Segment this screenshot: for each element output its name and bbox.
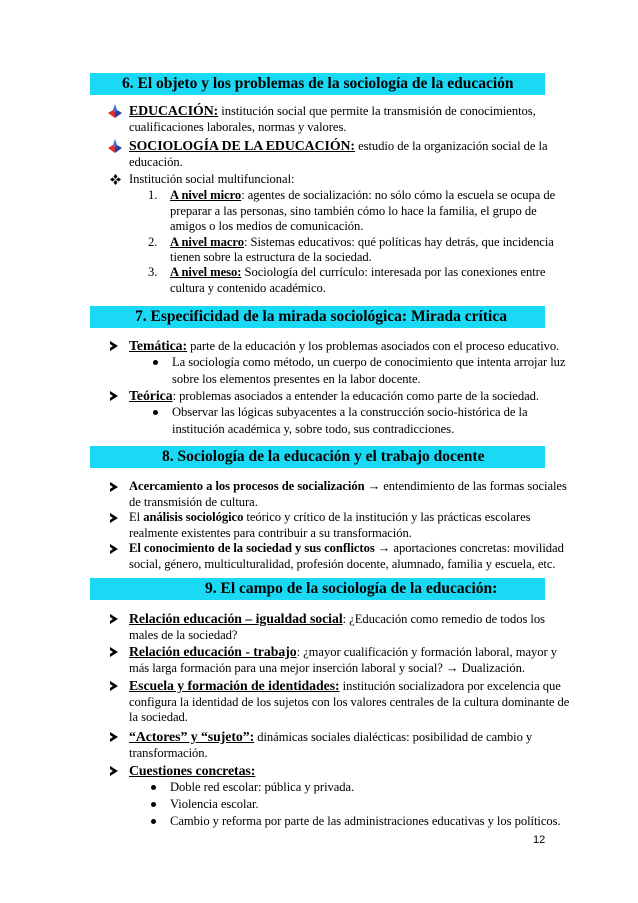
list-text-cont: preparar a las personas, sino también cómo lo hace la familia, el grupo de xyxy=(170,204,537,218)
entry-text-cont: configura la identidad de los sujetos con los valores centrales de la cultura dominante de xyxy=(129,695,570,709)
entry-educacion xyxy=(129,103,536,119)
entry-teorica xyxy=(129,388,539,404)
entry-text: institución socializadora por excelencia que xyxy=(339,679,561,693)
entry-text: : problemas asociados a entender la educación como parte de la sociedad. xyxy=(172,389,539,403)
entry-cuestiones xyxy=(129,763,255,778)
list-text-cont: amigos o los medios de comunicación. xyxy=(170,219,364,233)
entry-escuela-identidades xyxy=(129,678,561,694)
arrow-bullet-icon xyxy=(110,341,118,351)
entry-conocimiento xyxy=(129,541,564,556)
entry-relacion-trabajo xyxy=(129,644,557,660)
list-text: Sociología del currículo: interesada por las conexiones entre xyxy=(241,265,546,279)
arrow-bullet-icon xyxy=(110,647,118,657)
bullet-dot-icon xyxy=(153,360,158,365)
term-actores-sujeto: “Actores” y “sujeto”: xyxy=(129,729,255,744)
entry-actores-sujeto xyxy=(129,729,532,745)
sub-item-text-cont: institución académica y, sobre todo, sus contradicciones. xyxy=(172,422,455,436)
four-diamond-bullet-icon xyxy=(110,174,121,185)
entry-text: estudio de la organización social de la xyxy=(354,139,548,153)
list-number: 2. xyxy=(148,235,158,249)
nivel-micro xyxy=(170,188,555,203)
entry-analisis xyxy=(129,510,530,525)
term-nivel-macro: A nivel macro xyxy=(170,235,244,249)
entry-text-cont: transformación. xyxy=(129,746,208,760)
arrow-bullet-icon xyxy=(110,513,118,523)
entry-text: → entendimiento de las formas sociales xyxy=(364,479,567,493)
term-tematica: Temática: xyxy=(129,338,188,353)
sub-item-text: La sociología como método, un cuerpo de conocimiento que intenta arrojar luz xyxy=(172,355,566,369)
term-teorica: Teórica xyxy=(129,388,173,403)
entry-text: dinámicas sociales dialécticas: posibilidad de cambio y xyxy=(254,730,533,744)
entry-tematica xyxy=(129,338,559,354)
list-text: : agentes de socialización: no sólo cómo la escuela se ocupa de xyxy=(241,188,556,202)
colored-diamond-bullet-icon xyxy=(108,104,122,118)
list-text: : Sistemas educativos: qué políticas hay detrás, que incidencia xyxy=(243,235,554,249)
nivel-meso xyxy=(170,265,545,280)
arrow-bullet-icon xyxy=(110,681,118,691)
entry-text-cont: educación. xyxy=(129,155,183,169)
term-educacion: EDUCACIÓN: xyxy=(129,103,219,118)
bullet-dot-icon xyxy=(153,410,158,415)
section-6-title: 6. El objeto y los problemas de la sociología de la educación xyxy=(122,75,514,92)
entry-acercamiento xyxy=(129,479,567,494)
term-cuestiones: Cuestiones concretas: xyxy=(129,763,256,778)
arrow-bullet-icon xyxy=(110,544,118,554)
sub-item-text: Observar las lógicas subyacentes a la construcción socio-histórica de la xyxy=(172,405,528,419)
entry-text-cont: la sociedad. xyxy=(129,710,188,724)
sub-item-text: Cambio y reforma por parte de las administraciones educativas y los políticos. xyxy=(170,814,561,828)
list-number: 3. xyxy=(148,265,158,279)
sub-item-text: Violencia escolar. xyxy=(170,797,259,811)
term-sociologia: SOCIOLOGÍA DE LA EDUCACIÓN: xyxy=(129,138,355,153)
section-7-title: 7. Especificidad de la mirada sociológica: Mirada crítica xyxy=(135,308,507,325)
entry-text-cont: males de la sociedad? xyxy=(129,628,238,642)
bold-text: análisis sociológico xyxy=(143,510,244,524)
entry-text: parte de la educación y los problemas asociados con el proceso educativo. xyxy=(187,339,560,353)
section-9-title: 9. El campo de la sociología de la educación: xyxy=(205,580,498,597)
section-7-heading xyxy=(90,306,545,328)
bold-text: Acercamiento a los procesos de socialización xyxy=(129,479,365,493)
entry-text-cont: de transmisión de cultura. xyxy=(129,495,258,509)
entry-text-cont: cualificaciones laborales, normas y valores. xyxy=(129,120,347,134)
list-text-cont: tienen sobre la estructura de la sociedad. xyxy=(170,250,372,264)
entry-sociologia xyxy=(129,138,548,154)
sub-item-text-cont: sobre los elementos presentes en la labor docente. xyxy=(172,372,421,386)
bold-text: El conocimiento de la sociedad y sus conflictos xyxy=(129,541,375,555)
entry-multifuncional: Institución social multifuncional: xyxy=(129,172,295,186)
arrow-bullet-icon xyxy=(110,732,118,742)
entry-text: : ¿mayor cualificación y formación laboral, mayor y xyxy=(296,645,558,659)
entry-relacion-igualdad xyxy=(129,611,545,627)
colored-diamond-bullet-icon xyxy=(108,139,122,153)
entry-text: El xyxy=(129,510,144,524)
page-number: 12 xyxy=(533,834,546,846)
list-text-cont: cultura y contenido académico. xyxy=(170,281,326,295)
list-number: 1. xyxy=(148,188,158,202)
arrow-bullet-icon xyxy=(110,391,118,401)
section-8-heading xyxy=(90,446,545,468)
entry-text: → aportaciones concretas: movilidad xyxy=(374,541,564,555)
entry-text-cont: social, género, multiculturalidad, profesión docente, alumnado, familia y escuela, etc. xyxy=(129,557,556,571)
section-6-heading xyxy=(90,73,545,95)
entry-text-cont: más larga formación para una mejor inserción laboral y social? → Dualización. xyxy=(129,661,525,675)
bullet-dot-icon xyxy=(151,802,156,807)
arrow-bullet-icon xyxy=(110,766,118,776)
entry-text-cont: realmente existentes para contribuir a su transformación. xyxy=(129,526,412,540)
term-nivel-micro: A nivel micro xyxy=(170,188,242,202)
bullet-dot-icon xyxy=(151,785,156,790)
entry-text: institución social que permite la transmisión de conocimientos, xyxy=(218,104,536,118)
arrow-bullet-icon xyxy=(110,482,118,492)
bullet-dot-icon xyxy=(151,819,156,824)
term-relacion-trabajo: Relación educación - trabajo xyxy=(129,644,297,659)
section-9-heading xyxy=(90,578,545,600)
term-relacion-igualdad: Relación educación – igualdad social xyxy=(129,611,343,626)
arrow-bullet-icon xyxy=(110,614,118,624)
entry-text: teórico y crítico de la institución y las prácticas escolares xyxy=(243,510,531,524)
term-nivel-meso: A nivel meso: xyxy=(170,265,242,279)
entry-text: : ¿Educación como remedio de todos los xyxy=(342,612,545,626)
term-escuela-identidades: Escuela y formación de identidades: xyxy=(129,678,340,693)
section-8-title: 8. Sociología de la educación y el trabajo docente xyxy=(162,448,485,465)
sub-item-text: Doble red escolar: pública y privada. xyxy=(170,780,355,794)
nivel-macro xyxy=(170,235,554,250)
